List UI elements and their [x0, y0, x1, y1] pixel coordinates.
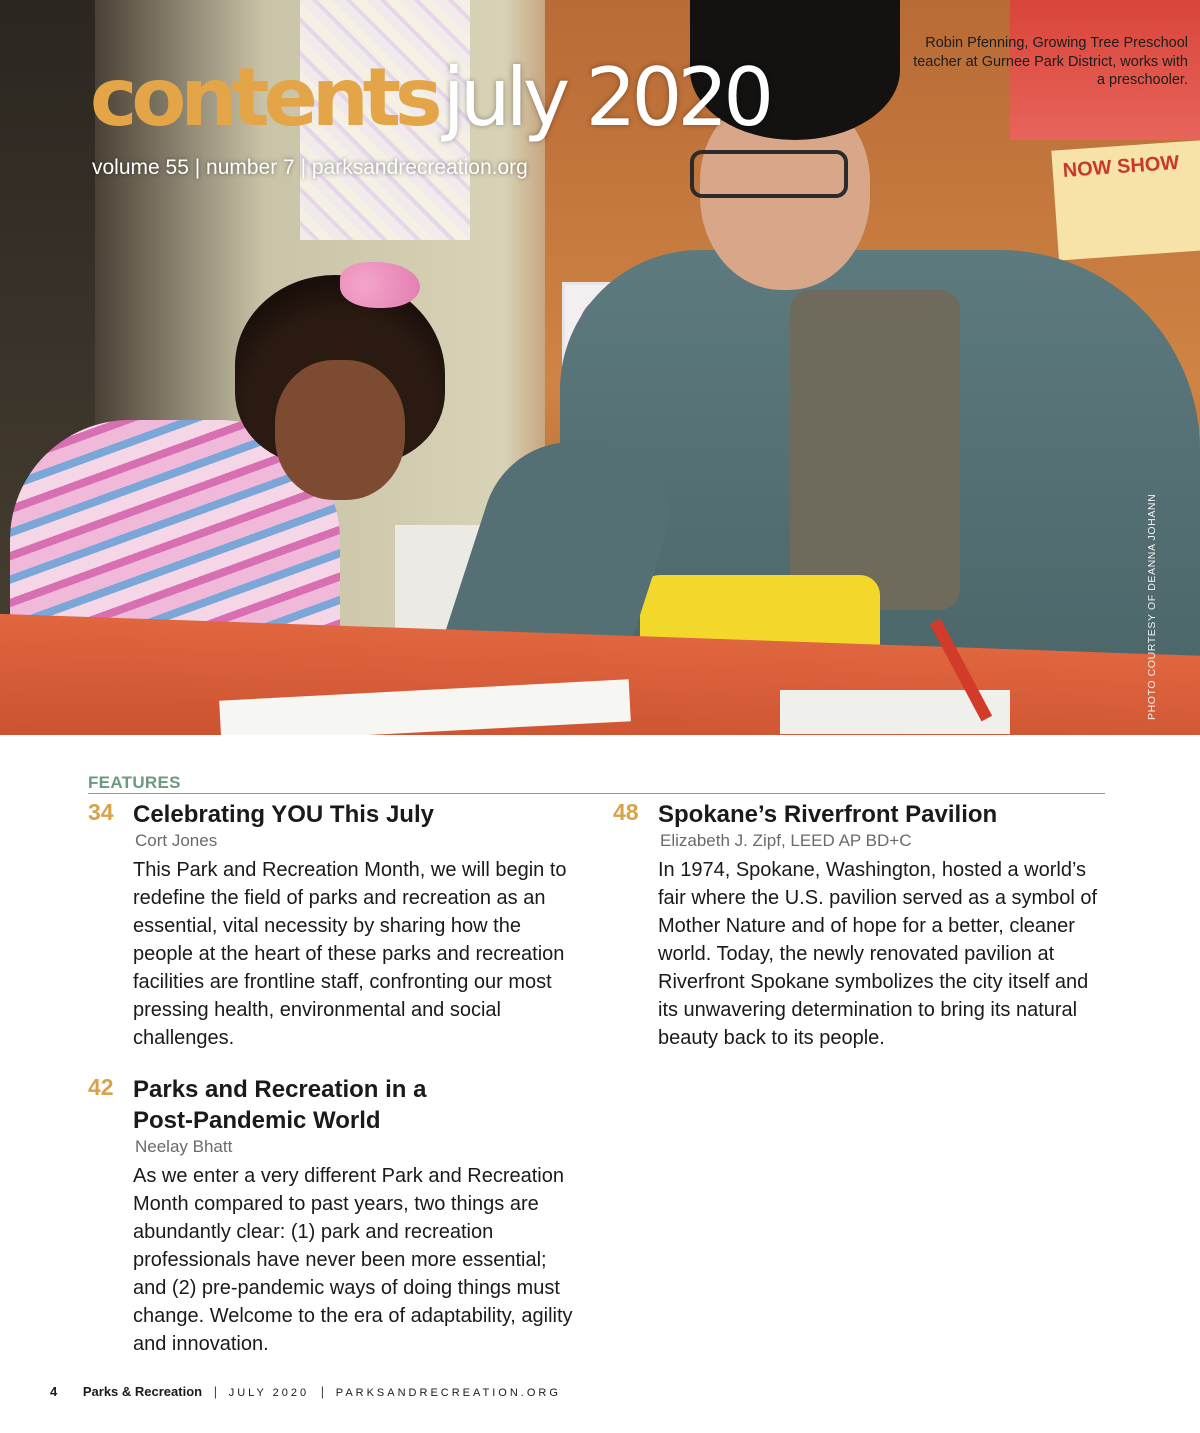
- photo-teacher-glasses: [690, 150, 848, 198]
- page-footer: [50, 1384, 561, 1399]
- photo-caption: Robin Pfenning, Growing Tree Preschool teacher at Gurnee Park District, works with a preschooler.: [913, 35, 1188, 88]
- feature-page-number: 42: [88, 1074, 114, 1100]
- footer-separator: |: [213, 1384, 218, 1399]
- photo-marquee-sign: NOW SHOW: [1051, 140, 1200, 261]
- footer-issue: JULY 2020: [228, 1387, 310, 1399]
- footer-separator: |: [320, 1384, 325, 1399]
- feature-description: This Park and Recreation Month, we will begin to redefine the field of parks and recreation as an essential, vital necessity by sharing how the people at the heart of these parks and recreation facilities are frontline staff, confronting our most pressing health, environmental and social challenges.: [133, 859, 567, 1049]
- features-divider: [88, 793, 1105, 794]
- feature-title[interactable]: Parks and Recreation in a Post-Pandemic World: [133, 1076, 427, 1134]
- feature-author: Cort Jones: [135, 831, 218, 850]
- page-number: 4: [50, 1384, 58, 1399]
- magazine-name: Parks & Recreation: [82, 1384, 203, 1399]
- title-contents: contents: [90, 51, 437, 144]
- title-issue-date: july 2020: [442, 51, 770, 144]
- features-heading: FEATURES: [88, 773, 181, 792]
- photo-credit: PHOTO COURTESY OF DEANNA JOHANN: [1146, 493, 1158, 720]
- photo-child-face: [275, 360, 405, 500]
- feature-title[interactable]: Celebrating YOU This July: [133, 801, 434, 828]
- feature-description: As we enter a very different Park and Recreation Month compared to past years, two things are abundantly clear: (1) park and recreation professionals have never been more essential; and (2) pre-pandemic ways of doing things must change. Welcome to the era of adaptability, agility and innovation.: [133, 1165, 573, 1355]
- feature-page-number: 34: [88, 799, 114, 825]
- feature-title[interactable]: Spokane’s Riverfront Pavilion: [658, 801, 998, 828]
- feature-author: Neelay Bhatt: [135, 1137, 233, 1156]
- photo-teacher-shirt: [790, 290, 960, 610]
- footer-site-link[interactable]: PARKSANDRECREATION.ORG: [335, 1387, 561, 1399]
- feature-author: Elizabeth J. Zipf, LEED AP BD+C: [660, 831, 912, 850]
- photo-child-bow: [340, 262, 420, 308]
- feature-description: In 1974, Spokane, Washington, hosted a world’s fair where the U.S. pavilion served as a symbol of Mother Nature and of hope for a better, cleaner world. Today, the newly renovated pavilion at Riverfront Spokane symbolizes the city itself and its unwavering determination to bring its natural beauty back to its people.: [658, 859, 1098, 1049]
- page-title: [90, 51, 770, 144]
- feature-page-number: 48: [613, 799, 639, 825]
- volume-line: volume 55 | number 7 | parksandrecreation.org: [92, 156, 528, 179]
